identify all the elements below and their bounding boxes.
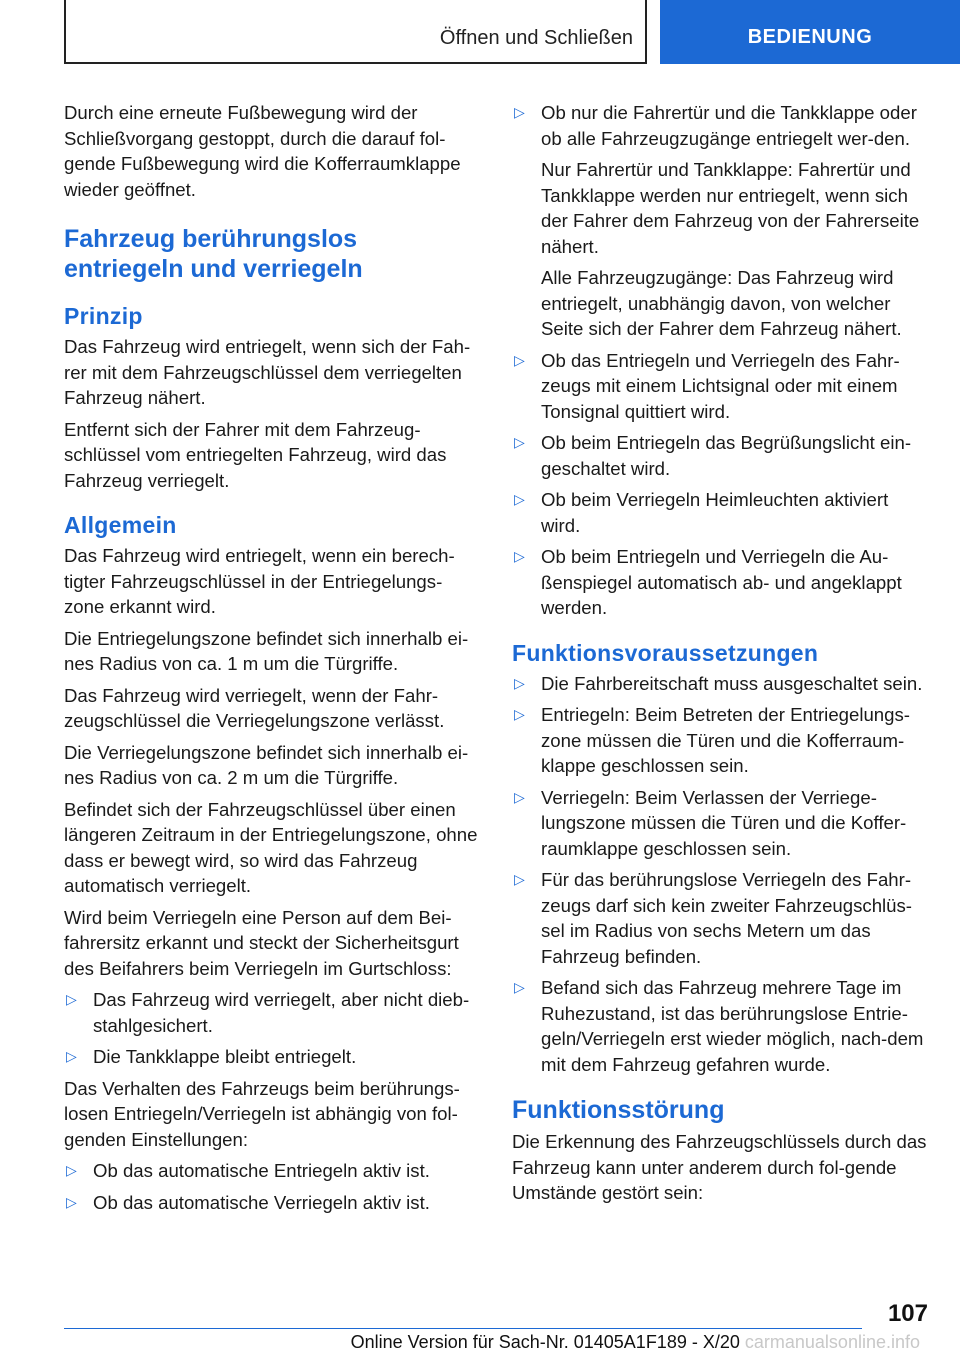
left-column xyxy=(64,100,480,1221)
right-column xyxy=(512,100,930,1212)
allgemein-paragraph-3: Das Fahrzeug wird verriegelt, wenn der Fahr-zeugschlüssel die Verriegelungszone verlässt. xyxy=(64,684,445,731)
triangle-bullet-icon: ▷ xyxy=(514,871,525,887)
requirements-list xyxy=(512,671,930,1078)
triangle-bullet-icon: ▷ xyxy=(514,674,525,691)
list-item: ▷ Entriegeln: Beim Betreten der Entriegelungs-zone müssen die Türen und die Kofferraum-klappe geschlossen sein. xyxy=(514,704,910,776)
list-item: ▷ Ob das automatische Verriegeln aktiv ist. xyxy=(64,1190,480,1216)
list-item: ▷ Für das berührungslose Verriegeln des Fahr-zeugs darf sich kein zweiter Fahrzeugschlüs-sel im Radius von sechs Metern um das Fahrzeug befinden. xyxy=(514,869,913,967)
prinzip-paragraph-2: Entfernt sich der Fahrer mit dem Fahrzeug-schlüssel vom entriegelten Fahrzeug, wird das Fahrzeug verriegelt. xyxy=(64,418,447,491)
allgemein-paragraph-1: Das Fahrzeug wird entriegelt, wenn ein berech-tigter Fahrzeugschlüssel in der Entriegelungs-zone erkannt wird. xyxy=(64,545,455,617)
list-item: ▷ Die Tankklappe bleibt entriegelt. xyxy=(64,1044,480,1070)
triangle-bullet-icon: ▷ xyxy=(514,788,525,805)
triangle-bullet-icon: ▷ xyxy=(514,548,525,564)
list-item: ▷ Ob beim Verriegeln Heimleuchten aktiviert wird. xyxy=(514,489,889,536)
list-item: ▷ Die Fahrbereitschaft muss ausgeschaltet sein. xyxy=(512,671,930,697)
prinzip-paragraph-1: Das Fahrzeug wird entriegelt, wenn sich der Fah-rer mit dem Fahrzeugschlüssel dem verriegelten Fahrzeug nähert. xyxy=(64,336,471,408)
settings-list xyxy=(64,1158,480,1215)
prinzip-heading: Prinzip xyxy=(64,303,143,329)
funktionsstoerung-heading: Funktionsstörung xyxy=(512,1096,725,1124)
header-section-title: Öffnen und Schließen xyxy=(439,27,633,49)
settings-list-continued xyxy=(512,100,930,621)
triangle-bullet-icon: ▷ xyxy=(514,434,525,450)
triangle-bullet-icon: ▷ xyxy=(514,491,525,507)
triangle-bullet-icon: ▷ xyxy=(514,104,525,120)
header-chapter-tab[interactable]: BEDIENUNG xyxy=(660,0,960,64)
section-heading: Fahrzeug berührungslos entriegeln und verriegeln xyxy=(64,225,363,283)
funktionsstoerung-paragraph: Die Erkennung des Fahrzeugschlüssels durch das Fahrzeug kann unter anderem durch fol-gende Umstände gestört sein: xyxy=(512,1131,927,1203)
list-item: ▷ Ob das automatische Entriegeln aktiv ist. xyxy=(64,1158,480,1184)
triangle-bullet-icon: ▷ xyxy=(66,1193,77,1210)
footer-divider xyxy=(64,1328,862,1329)
triangle-bullet-icon: ▷ xyxy=(514,706,525,722)
sub-paragraph: Nur Fahrertür und Tankklappe: Fahrertür und Tankklappe werden nur entriegelt, wenn sich der Fahrer dem Fahrzeug von der Fahrerseite nähert. xyxy=(541,159,920,257)
list-item: ▷ Ob beim Entriegeln das Begrüßungslicht ein-geschaltet wird. xyxy=(514,432,912,479)
allgemein-paragraph-6: Wird beim Verriegeln eine Person auf dem Bei-fahrersitz erkannt und steckt der Sicherheitsgurt des Beifahrers beim Verriegeln im Gurtschloss: xyxy=(64,906,459,979)
allgemein-paragraph-2: Die Entriegelungszone befindet sich innerhalb ei-nes Radius von ca. 1 m um die Türgriffe. xyxy=(64,627,469,674)
triangle-bullet-icon: ▷ xyxy=(514,351,525,368)
footer-watermark: carmanualsonline.info xyxy=(744,1332,920,1352)
list-item: ▷ Ob beim Entriegeln und Verriegeln die Au-ßenspiegel automatisch ab- und angeklappt werden. xyxy=(514,546,902,618)
intro-paragraph: Durch eine erneute Fußbewegung wird der Schließvorgang gestoppt, durch die darauf fol-gende Fußbewegung wird die Kofferraumklappe wieder geöffnet. xyxy=(64,102,461,200)
allgemein-paragraph-5: Befindet sich der Fahrzeugschlüssel über einen längeren Zeitraum in der Entriegelungszone, ohne dass er bewegt wird, so wird das Fahrzeug automatisch verriegelt. xyxy=(64,798,478,896)
sub-paragraph: Alle Fahrzeugzugänge: Das Fahrzeug wird entriegelt, unabhängig davon, von welcher Seite sich der Fahrer dem Fahrzeug nähert. xyxy=(541,267,902,339)
triangle-bullet-icon: ▷ xyxy=(66,1162,77,1178)
list-item: ▷ Ob das Entriegeln und Verriegeln des Fahr-zeugs mit einem Lichtsignal oder mit einem Tonsignal quittiert wird. xyxy=(514,349,900,422)
triangle-bullet-icon: ▷ xyxy=(514,979,525,995)
triangle-bullet-icon: ▷ xyxy=(66,1048,77,1064)
allgemein-paragraph-4: Die Verriegelungszone befindet sich innerhalb ei-nes Radius von ca. 2 m um die Türgriffe. xyxy=(64,741,469,788)
triangle-bullet-icon: ▷ xyxy=(66,991,77,1007)
list-item: ▷ Verriegeln: Beim Verlassen der Verriege-lungszone müssen die Türen und die Koffer-raumklappe geschlossen sein. xyxy=(514,786,907,859)
page-number: 107 xyxy=(887,1300,928,1327)
list-item: ▷ Befand sich das Fahrzeug mehrere Tage im Ruhezustand, ist das berührungslose Entrie-geln/Verriegeln erst wieder möglich, nach-dem mit dem Fahrzeug gefahren wurde. xyxy=(514,977,924,1075)
passenger-list xyxy=(64,987,480,1070)
footer-version: Online Version für Sach-Nr. 01405A1F189 - X/20 xyxy=(350,1332,740,1352)
footer-text xyxy=(0,1332,960,1353)
allgemein-heading: Allgemein xyxy=(64,512,177,538)
list-item: ▷ Das Fahrzeug wird verriegelt, aber nicht dieb-stahlgesichert. xyxy=(66,989,470,1036)
allgemein-paragraph-7: Das Verhalten des Fahrzeugs beim berührungs-losen Entriegeln/Verriegeln ist abhängig von fol-genden Einstellungen: xyxy=(64,1077,460,1150)
list-item: ▷ Ob nur die Fahrertür und die Tankklappe oder ob alle Fahrzeugzugänge entriegelt wer-den. Nur Fahrertür und Tankklappe: Fahrertür und Tankklappe werden nur entriegelt, wenn sich der Fahrer dem Fahrzeug von der Fahrerseite nähert. Alle Fahrzeugzugänge: Das Fahrzeug wird entriegelt, unabhängig davon, von welcher Seite sich der Fahrer dem Fahrzeug nähert. xyxy=(512,100,930,342)
header-section-box xyxy=(64,0,647,64)
funktionsvoraussetzungen-heading: Funktionsvoraussetzungen xyxy=(512,639,819,666)
